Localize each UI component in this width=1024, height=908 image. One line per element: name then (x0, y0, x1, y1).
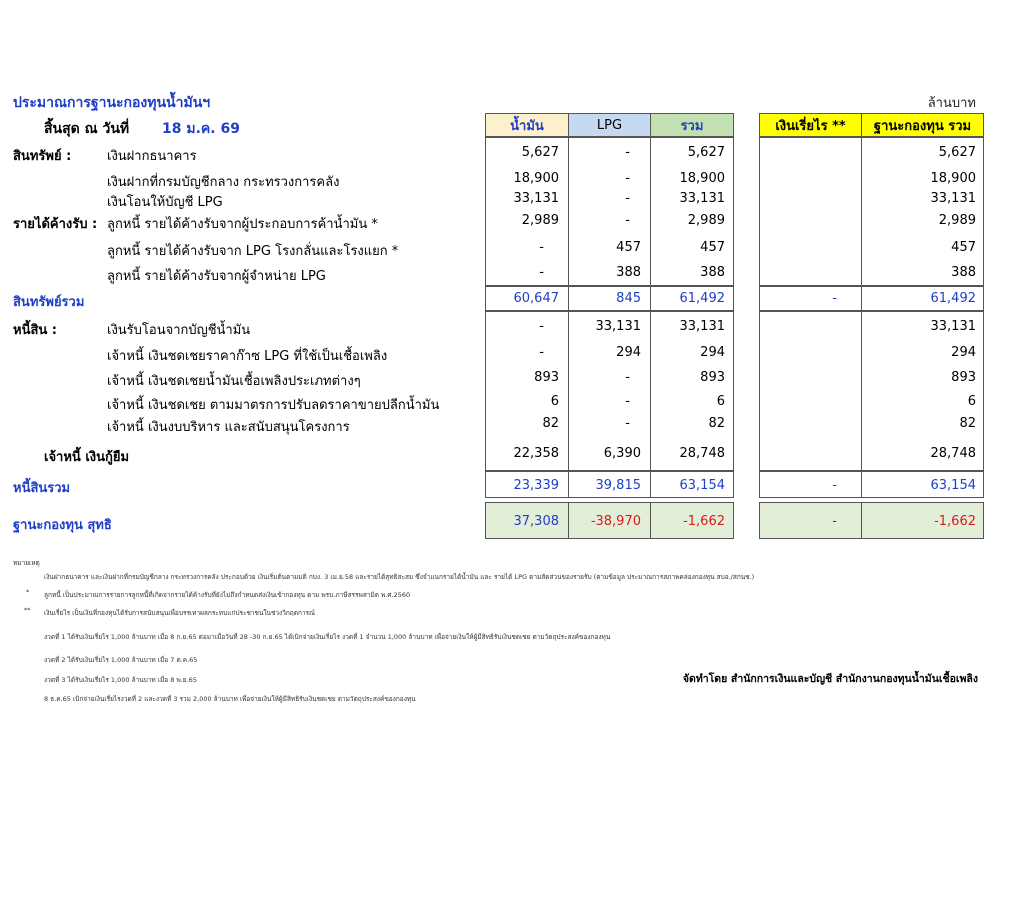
cell-fund: 6 (967, 394, 976, 409)
col-header-oil: น้ำมัน (485, 113, 569, 137)
cell-lpg: - (625, 213, 630, 228)
prepared-by: จัดทำโดย สำนักการเงินและบัญชี สำนักงานกองทุนน้ำมันเชื้อเพลิง (682, 673, 978, 685)
cell-oil: 18,900 (513, 171, 559, 186)
cell-lpg-total: 845 (616, 291, 641, 306)
row-label: ลูกหนี้ รายได้ค้างรับจาก LPG โรงกลั่นและโรงแยก * (107, 244, 399, 259)
note-mark: ** (24, 606, 31, 614)
cell-lpg-total: 39,815 (595, 478, 641, 493)
cell-oil: - (539, 265, 544, 280)
cell-oil: 6 (550, 394, 559, 409)
cell-loan-total: - (832, 478, 837, 493)
section-assets-total: สินทรัพย์รวม (13, 295, 85, 310)
cell-fund-total: 63,154 (930, 478, 976, 493)
section-liabilities: หนี้สิน : (13, 323, 58, 338)
col-header-loan: เงินเรี่ยไร ** (759, 113, 862, 137)
cell-fund-net: -1,662 (934, 514, 976, 529)
cell-fund: 5,627 (938, 145, 976, 160)
cell-oil-total: 60,647 (513, 291, 559, 306)
cell-total: 6 (716, 394, 725, 409)
cell-lpg: - (625, 145, 630, 160)
cell-lpg: 294 (616, 345, 641, 360)
cell-lpg: - (625, 191, 630, 206)
section-receivables: รายได้ค้างรับ : (13, 217, 98, 232)
row-label-loan: เจ้าหนี้ เงินกู้ยืม (44, 450, 130, 465)
cell-oil: 82 (542, 416, 559, 431)
cell-oil-total: 23,339 (513, 478, 559, 493)
cell-total-total: 61,492 (679, 291, 725, 306)
row-label: เจ้าหนี้ เงินชดเชย ตามมาตรการปรับลดราคาขายปลีกน้ำมัน (107, 398, 440, 413)
cell-oil: - (539, 319, 544, 334)
cell-total: 388 (700, 265, 725, 280)
notes-heading: หมายเหตุ (13, 559, 40, 567)
cell-fund-total: 61,492 (930, 291, 976, 306)
cell-oil: 893 (534, 370, 559, 385)
cell-oil: 5,627 (521, 145, 559, 160)
cell-oil-net: 37,308 (513, 514, 559, 529)
cell-fund: 28,748 (930, 446, 976, 461)
cell-total: 18,900 (679, 171, 725, 186)
cell-total: 893 (700, 370, 725, 385)
cell-total: 2,989 (687, 213, 725, 228)
cell-lpg: 33,131 (595, 319, 641, 334)
section-net: ฐานะกองทุน สุทธิ (13, 518, 112, 533)
cell-loan-net: - (832, 514, 837, 529)
cell-total-total: 63,154 (679, 478, 725, 493)
row-label: ลูกหนี้ รายได้ค้างรับจากผู้จำหน่าย LPG (107, 269, 326, 284)
cell-fund: 33,131 (930, 319, 976, 334)
row-label: เจ้าหนี้ เงินชดเชยราคาก๊าซ LPG ที่ใช้เป็นเชื้อเพลิง (107, 349, 388, 364)
row-label: เจ้าหนี้ เงินชดเชยน้ำมันเชื้อเพลิงประเภทต่างๆ (107, 374, 361, 389)
cell-loan-total: - (832, 291, 837, 306)
cell-fund: 457 (951, 240, 976, 255)
row-label: เงินรับโอนจากบัญชีน้ำมัน (107, 323, 251, 338)
cell-lpg: 457 (616, 240, 641, 255)
cell-lpg-net: -38,970 (590, 514, 641, 529)
cell-fund: 18,900 (930, 171, 976, 186)
section-assets: สินทรัพย์ : (13, 149, 72, 164)
cell-oil: 33,131 (513, 191, 559, 206)
row-label: เงินโอนให้บัญชี LPG (107, 195, 223, 210)
cell-lpg: 388 (616, 265, 641, 280)
section-liabilities-total: หนี้สินรวม (13, 481, 71, 496)
cell-fund: 893 (951, 370, 976, 385)
row-label: เงินฝากที่กรมบัญชีกลาง กระทรวงการคลัง (107, 175, 340, 190)
note-text: เงินฝากธนาคาร และเงินฝากที่กรมบัญชีกลาง กระทรวงการคลัง ประกอบด้วย เงินเริ่มต้นตามมติ กบง. 3 เม.ย.58 และรายได้สุทธิสะสม ซึ่งจำแนกรายได้น้ำมัน และ รายได้ LPG ตามสัดส่วนของรายรับ (ตามข้อมูล ประมาณการสภาพคล่องกองทุน สบอ./สกนช.) (44, 573, 755, 581)
row-label: เงินฝากธนาคาร (107, 149, 197, 164)
row-label: เจ้าหนี้ เงินงบบริหาร และสนับสนุนโครงการ (107, 420, 350, 435)
note-text: 8 ธ.ค.65 เบิกจ่ายเงินเรี่ยไรงวดที่ 2 และงวดที่ 3 รวม 2,000 ล้านบาท เพื่อจ่ายเงินให้ผู้มีสิทธิรับเงินชดเชย ตามวัตถุประสงค์ของกองทุน (44, 695, 416, 703)
date-value: 18 ม.ค. 69 (162, 121, 240, 137)
note-text: เงินเรี่ยไร เป็นเงินที่กองทุนได้รับการสนับสนุนเพื่อบรรเทาผลกระทบแก่ประชาชนในช่วงวิกฤตการณ์ (44, 609, 316, 617)
note-mark: * (26, 588, 30, 596)
date-label: สิ้นสุด ณ วันที่ (44, 121, 130, 137)
note-text: งวดที่ 2 ได้รับเงินเรี่ยไร 1,000 ล้านบาท เมื่อ 7 ต.ค.65 (44, 656, 198, 664)
note-text: ลูกหนี้ เป็นประมาณการรายการลูกหนี้ที่เกิดจากรายได้ค้างรับที่ยังไม่ถึงกำหนดส่งเงินเข้ากองทุน ตาม พรบ.ภาษีสรรพสามิต พ.ศ.2560 (44, 591, 411, 599)
cell-total-net: -1,662 (683, 514, 725, 529)
cell-total: 457 (700, 240, 725, 255)
col-header-lpg: LPG (568, 113, 651, 137)
cell-lpg: - (625, 416, 630, 431)
cell-total: 28,748 (679, 446, 725, 461)
cell-total: 294 (700, 345, 725, 360)
cell-fund: 2,989 (938, 213, 976, 228)
col-header-total: รวม (650, 113, 734, 137)
note-text: งวดที่ 1 ได้รับเงินเรี่ยไร 1,000 ล้านบาท เมื่อ 8 ก.ย.65 ต่อมาเมื่อวันที่ 28 -30 ก.ย.65 ได้เบิกจ่ายเงินเรี่ยไร งวดที่ 1 จำนวน 1,000 ล้านบาท เพื่อจ่ายเงินให้ผู้มีสิทธิรับเงินชดเชย ตามวัตถุประสงค์ของกองทุน (44, 633, 611, 641)
unit-label: ล้านบาท (927, 96, 976, 111)
cell-oil: 2,989 (521, 213, 559, 228)
col-header-fund-total: ฐานะกองทุน รวม (861, 113, 984, 137)
row-label: ลูกหนี้ รายได้ค้างรับจากผู้ประกอบการค้าน้ำมัน * (107, 217, 378, 232)
cell-fund: 294 (951, 345, 976, 360)
cell-oil: - (539, 240, 544, 255)
cell-fund: 82 (959, 416, 976, 431)
cell-lpg: - (625, 370, 630, 385)
report-title: ประมาณการฐานะกองทุนน้ำมันฯ (13, 95, 211, 111)
cell-oil: 22,358 (513, 446, 559, 461)
cell-lpg: - (625, 171, 630, 186)
cell-fund: 388 (951, 265, 976, 280)
cell-fund: 33,131 (930, 191, 976, 206)
note-text: งวดที่ 3 ได้รับเงินเรี่ยไร 1,000 ล้านบาท เมื่อ 8 พ.ย.65 (44, 676, 197, 684)
cell-total: 33,131 (679, 319, 725, 334)
cell-total: 33,131 (679, 191, 725, 206)
cell-total: 5,627 (687, 145, 725, 160)
cell-total: 82 (708, 416, 725, 431)
cell-lpg: 6,390 (603, 446, 641, 461)
cell-oil: - (539, 345, 544, 360)
cell-lpg: - (625, 394, 630, 409)
